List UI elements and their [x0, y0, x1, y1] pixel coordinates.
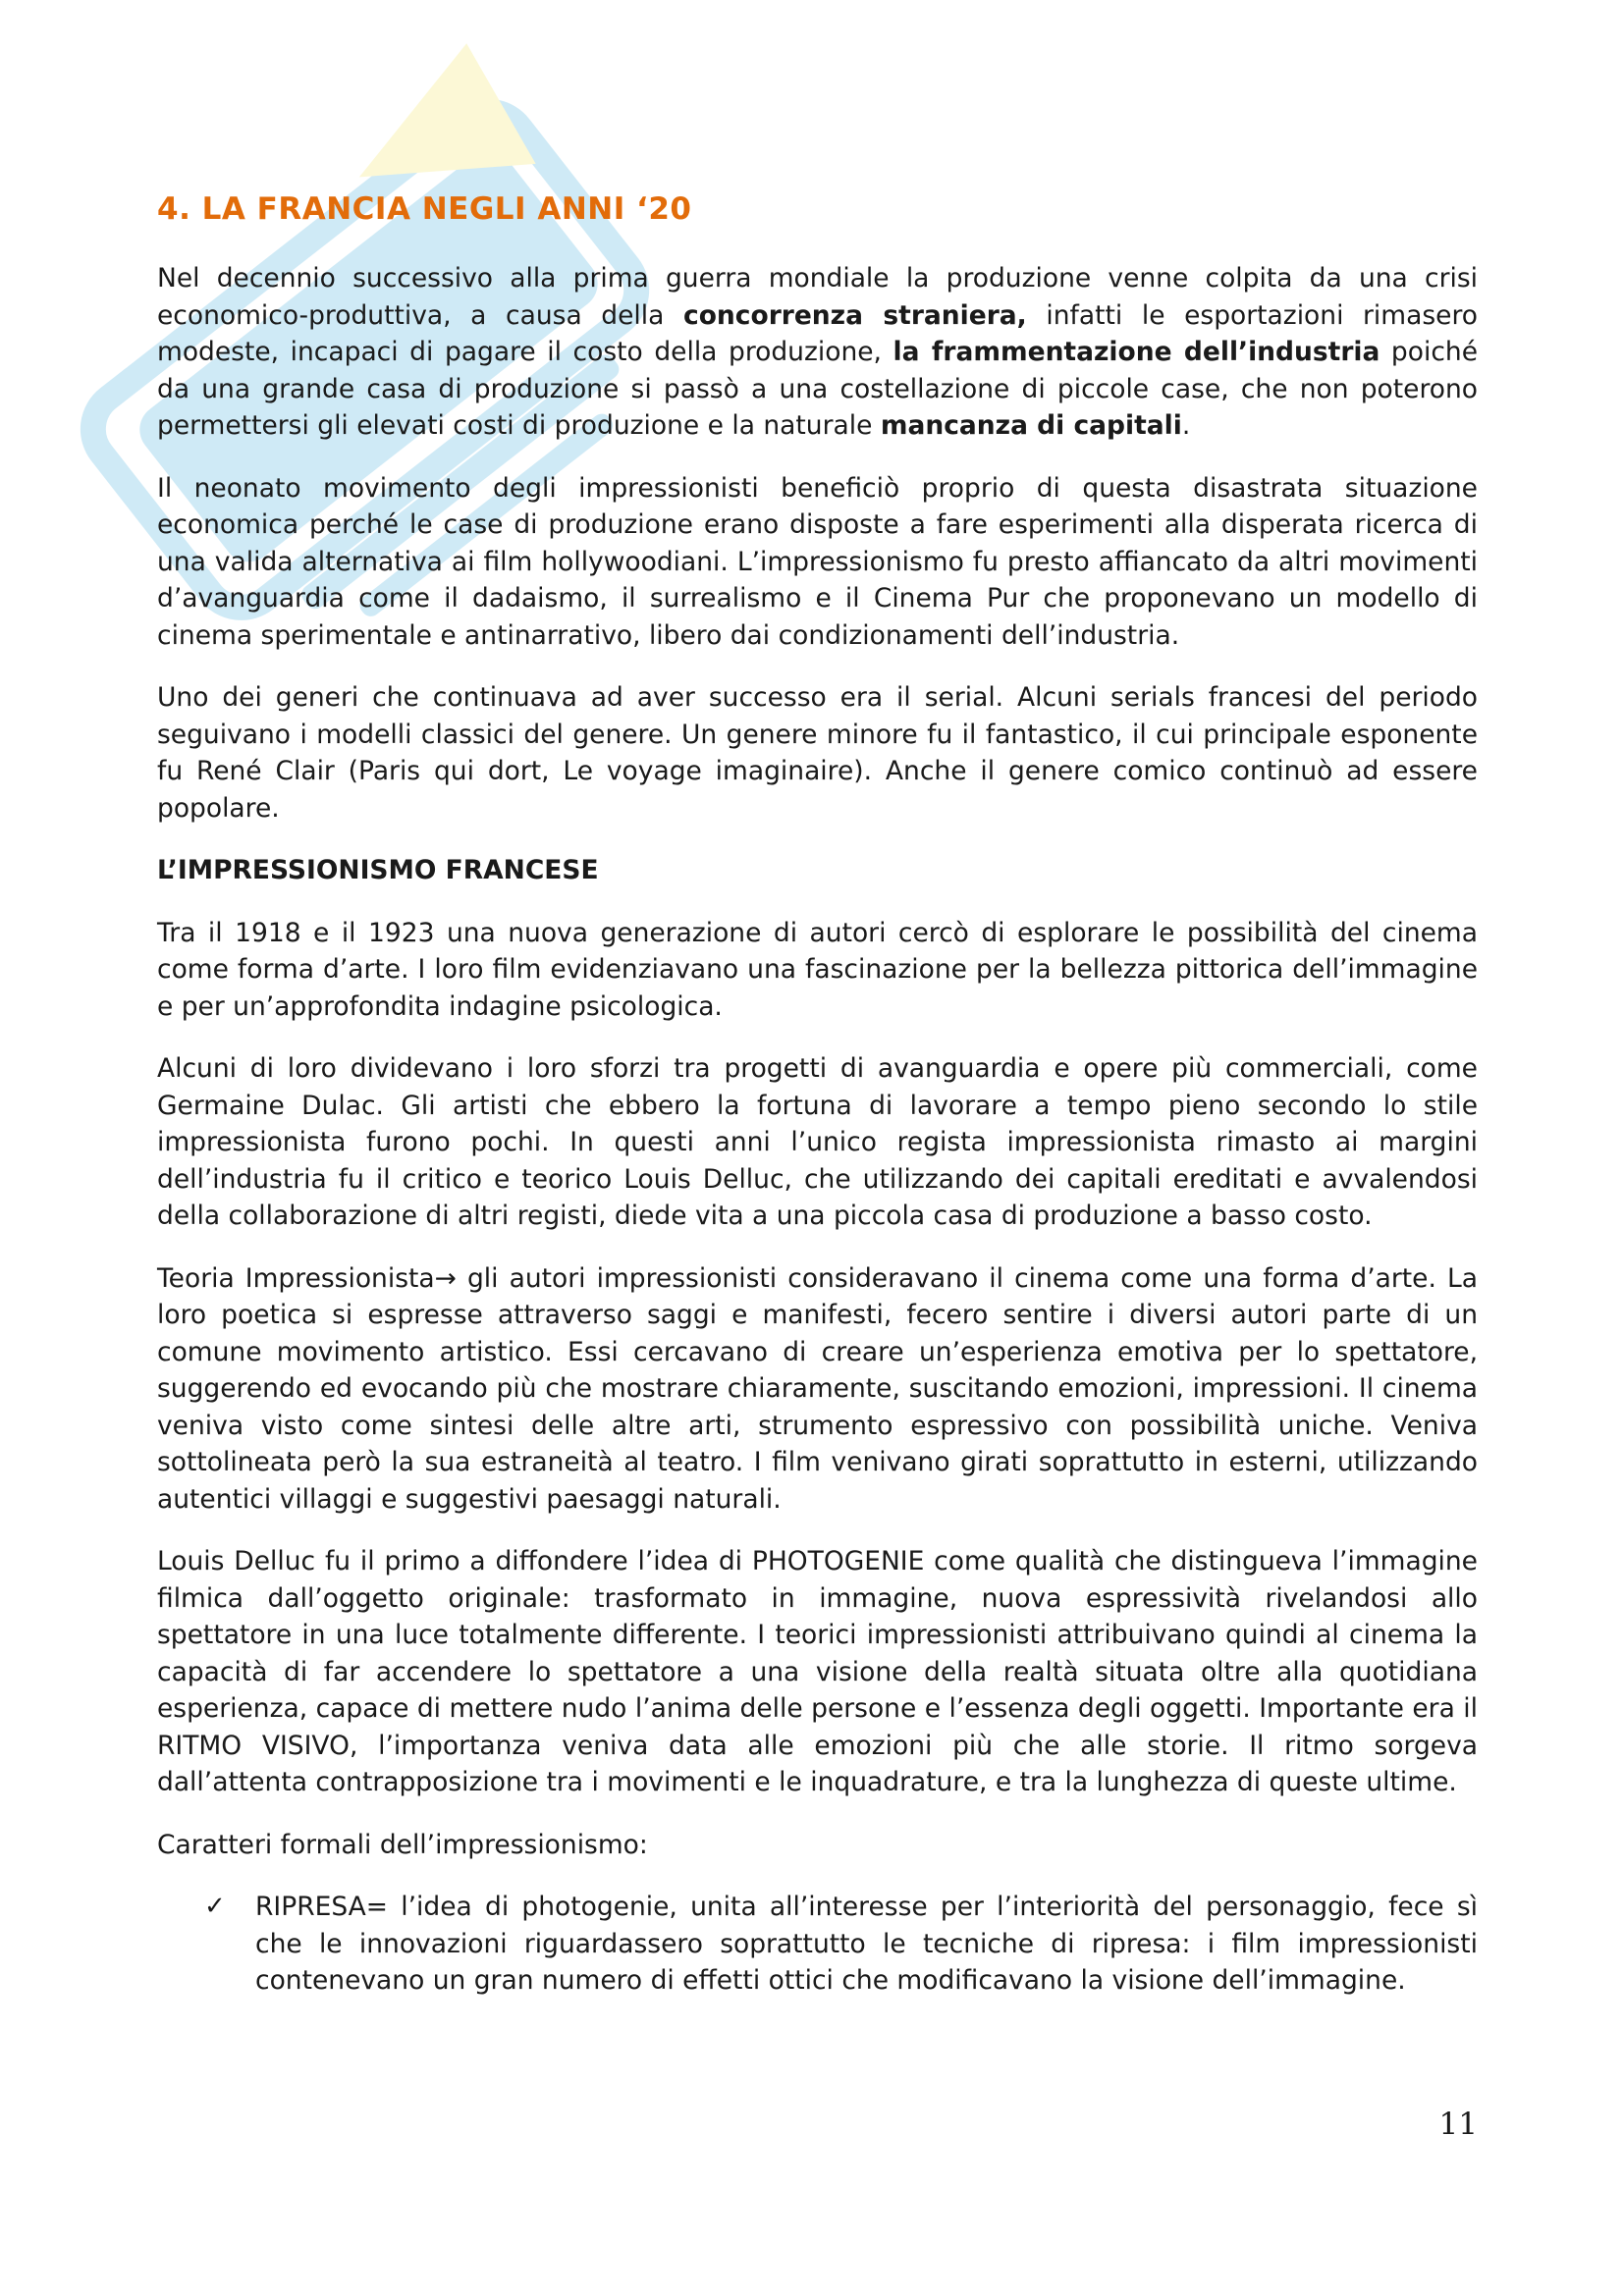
paragraph-photogenie: Louis Delluc fu il primo a diffondere l’idea di PHOTOGENIE come qualità che distingueva l’immagine filmica dall’oggetto originale: trasformato in immagine, nuova espressività rivelandosi allo spettatore in una luce totalmente differente. I teorici impressionisti attribuivano quindi al cinema la capacità di far accendere lo spettatore a una visione della realtà situata oltre alla quotidiana esperienza, capace di mettere nudo l’anima delle persone e l’essenza degli oggetti. Importante era il RITMO VISIVO, l’importanza veniva data alle emozioni più che alle storie. Il ritmo sorgeva dall’attenta contrapposizione tra i movimenti e le inquadrature, e tra la lunghezza di queste ultime. — [157, 1546, 1478, 1797]
page-number: 11 — [1438, 2107, 1478, 2142]
list-item-text: RIPRESA= l’idea di photogenie, unita all’interesse per l’interiorità del personaggio, fece sì che le innovazioni riguardassero soprattutto le tecniche di ripresa: i film impressionisti contenevano un gran numero di effetti ottici che modificavano la visione dell’immagine. — [255, 1892, 1478, 1996]
paragraph-serial: Uno dei generi che continuava ad aver successo era il serial. Alcuni serials francesi del periodo seguivano i modelli classici del genere. Un genere minore fu il fantastico, il cui principale esponente fu René Clair (Paris qui dort, Le voyage imaginaire). Anche il genere comico continuò ad essere popolare. — [157, 682, 1478, 824]
paragraph-generazione: Tra il 1918 e il 1923 una nuova generazione di autori cercò di esplorare le possibilità del cinema come forma d’arte. I loro film evidenziavano una fascinazione per la bellezza pittorica dell’immagine e per un’approfondita indagine psicologica. — [157, 917, 1478, 1022]
paragraph-teoria: Teoria Impressionista→ gli autori impressionisti consideravano il cinema come una forma d’arte. La loro poetica si espresse attraverso saggi e manifesti, fecero sentire i diversi autori parte di un comune movimento artistico. Essi cercavano di creare un’esperienza emotiva per lo spettatore, suggerendo ed evocando più che mostrare chiaramente, suscitando emozioni, impressioni. Il cinema veniva visto come sintesi delle altre arti, strumento espressivo con possibilità uniche. Veniva sottolineata però la sua estraneità al teatro. I film venivano girati soprattutto in esterni, utilizzando autentici villaggi e suggestivi paesaggi naturali. — [157, 1262, 1478, 1515]
section-subheading: L’IMPRESSIONISMO FRANCESE — [157, 855, 599, 885]
page-title: 4. LA FRANCIA NEGLI ANNI ‘20 — [157, 191, 692, 227]
checklist — [157, 1889, 1478, 2000]
checkmark-icon: ✓ — [204, 1892, 226, 1921]
document-page — [157, 191, 1478, 2000]
bold-concorrenza: concorrenza straniera, — [683, 299, 1027, 331]
paragraph-crisis: Nel decennio successivo alla prima guerra mondiale la produzione venne colpita da una crisi economico-produttiva, a causa della concorrenza straniera, infatti le esportazioni rimasero modeste, incapaci di pagare il costo della produzione, la frammentazione dell’industria poiché da una grande casa di produzione si passò a una costellazione di piccole case, che non poterono permettersi gli elevati costi di produzione e la naturale mancanza di capitali. — [157, 263, 1479, 441]
paragraph-dulac: Alcuni di loro dividevano i loro sforzi tra progetti di avanguardia e opere più commerciali, come Germaine Dulac. Gli artisti che ebbero la fortuna di lavorare a tempo pieno secondo lo stile impressionista furono pochi. In questi anni l’unico regista impressionista rimasto ai margini dell’industria fu il critico e teorico Louis Delluc, che utilizzando dei capitali ereditati e avvalendosi della collaborazione di altri registi, diede vita a una piccola casa di produzione a basso costo. — [157, 1053, 1478, 1231]
paragraph-caratteri: Caratteri formali dell’impressionismo: — [157, 1829, 648, 1860]
list-item — [157, 1889, 1478, 2000]
bold-mancanza: mancanza di capitali — [880, 410, 1182, 441]
bold-frammentazione: la frammentazione dell’industria — [893, 337, 1380, 367]
paragraph-impressionisti: Il neonato movimento degli impressionisti beneficiò proprio di questa disastrata situazione economica perché le case di produzione erano disposte a fare esperimenti alla disperata ricerca di una valida alternativa ai film hollywoodiani. L’impressionismo fu presto affiancato da altri movimenti d’avanguardia come il dadaismo, il surrealismo e il Cinema Pur che proponevano un modello di cinema sperimentale e antinarrativo, libero dai condizionamenti dell’industria. — [157, 472, 1478, 651]
